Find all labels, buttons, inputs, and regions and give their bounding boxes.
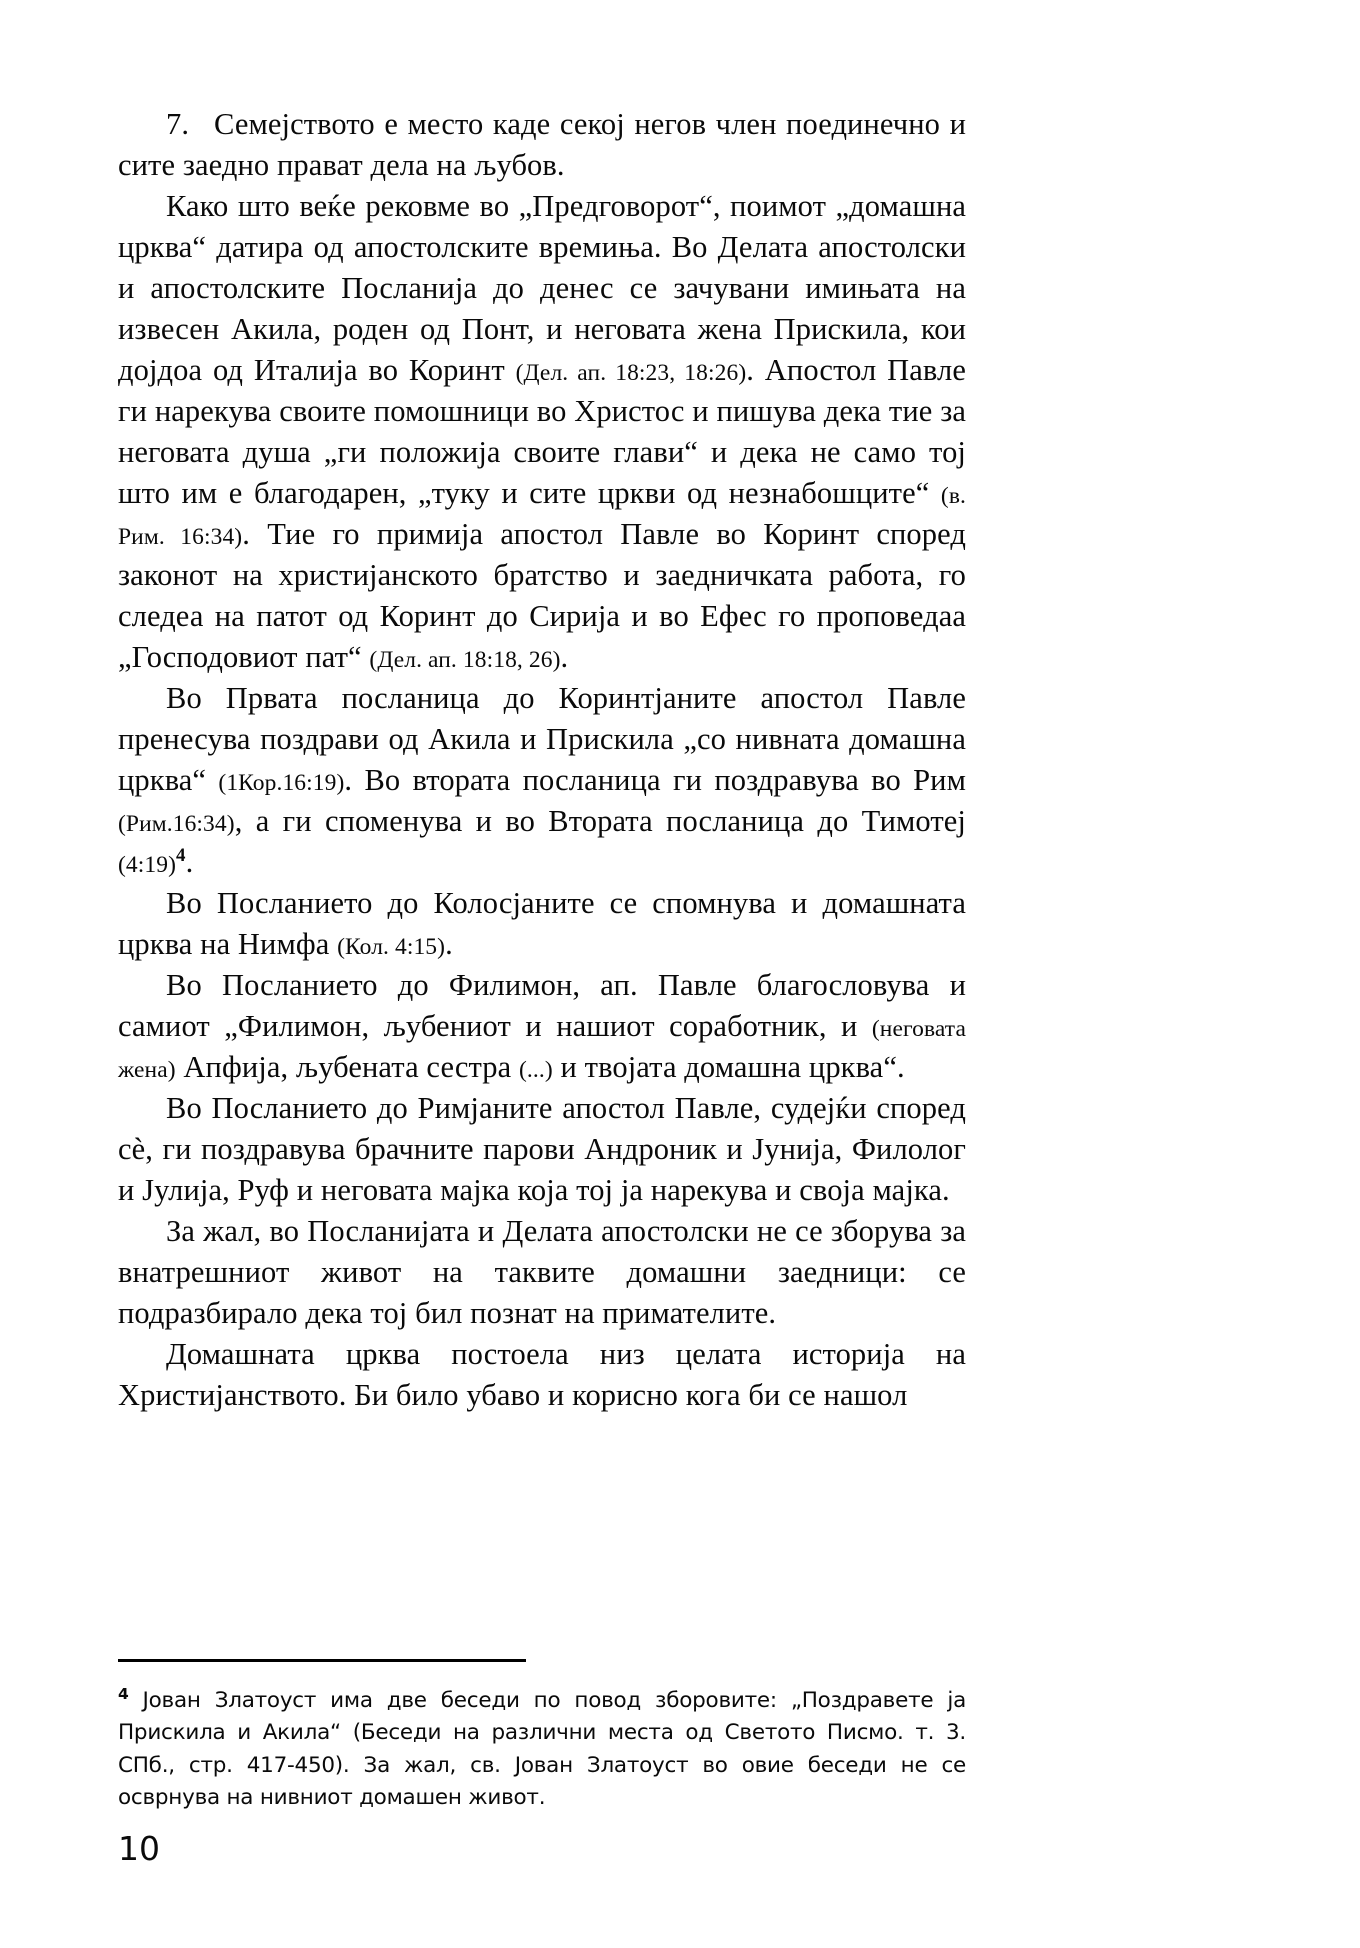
footnote-reference-marker: 4 — [176, 845, 186, 867]
scripture-reference: (4:19) — [118, 852, 177, 879]
list-item-number: 7. — [166, 107, 190, 141]
paragraph-text-run: Во Посланието до Филимон, ап. Павле благословува и самиот „Филимон, љубениот и нашиот соработник, и — [118, 968, 966, 1044]
paragraph-filimon — [118, 965, 966, 1088]
scripture-reference: (в. Рим. 16:34) — [118, 483, 966, 551]
paragraph-text-run: , а ги споменува и во Втората посланица до Тимотеј — [234, 804, 966, 839]
paragraph-text-run: Во Првата посланица до Коринтјаните апостол Павле пренесува поздрави од Акила и Прискила „со нивната домашна црква“ — [118, 681, 966, 798]
scripture-reference: (Кол. 4:15) — [337, 934, 446, 961]
scripture-reference: (Дел. ап. 18:18, 26) — [369, 647, 561, 674]
scripture-reference: (Рим.16:34) — [118, 811, 235, 838]
paragraph-kolosjanite — [118, 883, 966, 965]
footnote-text: Јован Златоуст има две беседи по повод зборовите: „Поздравете ја Прискила и Акила“ (Беседи на различни места од Светото Писмо. т. 3. СПб., стр. 417-450). За жал, св. Јован Златоуст во овие беседи не се осврнува на нивниот домашен живот. — [118, 1688, 966, 1810]
footnote-separator-rule — [118, 1659, 526, 1662]
paragraph-zazal: За жал, во Посланијата и Делата апостолски не се зборува за внатрешниот живот на таквите домашни заедници: се подразбирало дека тој бил познат на примателите. — [118, 1214, 966, 1331]
scripture-reference: (1Кор.16:19) — [218, 770, 345, 797]
body-text-block — [118, 104, 966, 1417]
footnote-4 — [118, 1685, 966, 1814]
page-content — [118, 104, 966, 1417]
page-number: 10 — [118, 1829, 160, 1868]
paragraph-text-run: . Тие го примија апостол Павле во Коринт според законот на христијанското братство и заедничката работа, го следеа на патот од Коринт до Сирија и во Ефес го проповедаа „Господовиот пат“ — [118, 517, 966, 675]
paragraph-text-run: . — [560, 640, 569, 675]
footnote-marker: 4 — [118, 1684, 129, 1703]
paragraph-item-7 — [118, 104, 966, 186]
paragraph-text-run: . Апостол Павле ги нарекува своите помошници во Христос и пишува дека тие за неговата душа „ги положија своите глави“ и дека не само тој што им е благодарен, „туку и сите цркви од незнабошците“ — [118, 353, 966, 511]
paragraph-domasnata: Домашната црква постоела низ целата историја на Христијанството. Би било убаво и корисно кога би се нашол — [118, 1337, 966, 1413]
paragraph-text: Семејството е место каде секој негов член поединечно и сите заедно прават дела на љубов. — [118, 107, 966, 183]
paragraph-text-run: . — [185, 845, 194, 880]
paragraph-text-run: Како што веќе рековме во „Предговорот“, поимот „домашна црква“ датира од апостолските времиња. Во Делата апостолски и апостолските Посланија до денес се зачувани имињата на извесен Акила, роден од Понт, и неговата жена Прискила, кои дојдоа од Италија во Коринт — [118, 189, 966, 388]
scripture-reference: (...) — [519, 1057, 553, 1084]
paragraph-text-run: . — [445, 927, 453, 962]
scripture-reference: (Дел. ап. 18:23, 18:26) — [515, 360, 747, 387]
paragraph-text-run: Во Посланието до Колосјаните се спомнува и домашната црква на Нимфа — [118, 886, 966, 962]
paragraph-korintjanite — [118, 678, 966, 883]
paragraph-predgovorot — [118, 186, 966, 678]
paragraph-text-run: и твојата домашна црква“. — [552, 1050, 905, 1085]
paragraph-rimjanite: Во Посланието до Римјаните апостол Павле, судејќи според сѐ, ги поздравува брачните парови Андроник и Јунија, Филолог и Јулија, Руф и неговата мајка која тој ја нарекува и своја мајка. — [118, 1091, 966, 1208]
paragraph-text-run: . Во втората посланица ги поздравува во Рим — [344, 763, 966, 798]
scripture-reference: (неговата жена) — [118, 1016, 966, 1084]
paragraph-text-run: Апфија, љубената сестра — [175, 1050, 519, 1085]
